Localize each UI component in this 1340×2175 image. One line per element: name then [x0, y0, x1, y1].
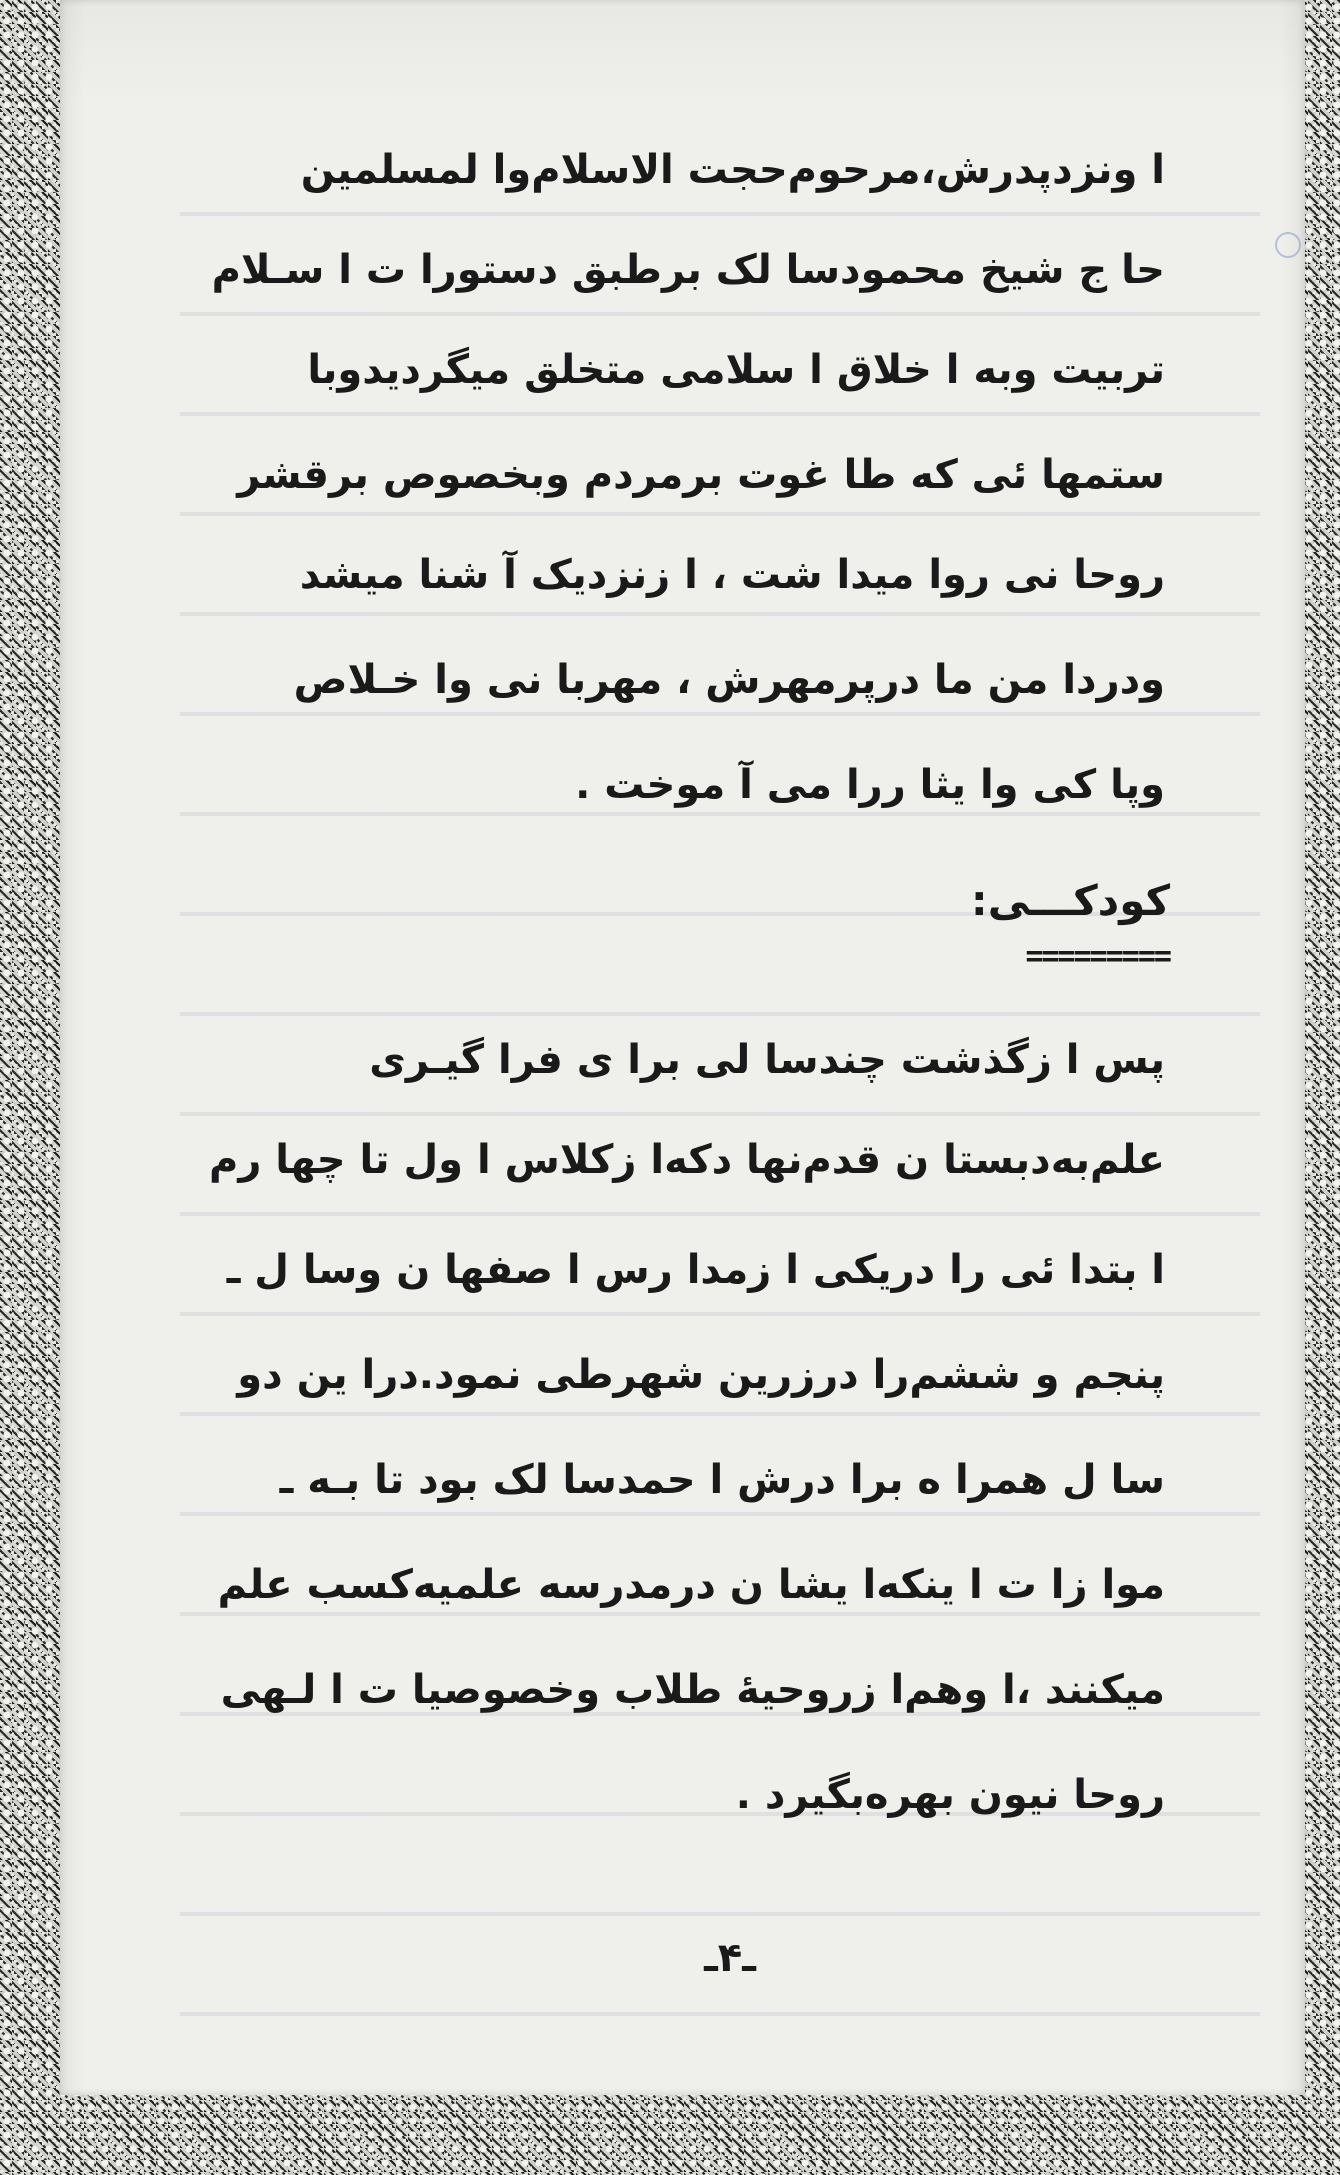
text-line: ودردا من ما درپرمهرش ، مهربا نی وا خـلاص	[293, 657, 1165, 703]
text-line: ا بتدا ئی را دریکی ا زمدا رس ا صفها ن وسا ل ـ	[226, 1247, 1165, 1293]
heading-underline: =========	[1025, 939, 1170, 974]
text-line: علم‌به‌دبستا ن قدم‌نها دکه‌ا زکلاس ا ول تا چها رم	[209, 1137, 1165, 1183]
text-line: موا زا ت ا ینکه‌ا یشا ن درمدرسه علمیه‌کسب علم	[217, 1562, 1165, 1608]
text-line: سا ل همرا ه برا درش ا حمدسا لک بود تا بـه ـ	[279, 1457, 1165, 1503]
page-number: ـ۴ـ	[704, 1935, 756, 1981]
text-line: پنجم و ششم‌را درزرین شهرطی نمود.درا ین دو	[237, 1352, 1165, 1398]
text-line: پس ا زگذشت چندسا لی برا ی فرا گیـری	[369, 1037, 1165, 1083]
text-line: تربیت وبه ا خلاق ا سلامی متخلق میگردیدوبا	[307, 347, 1165, 393]
margin-mark	[1275, 232, 1301, 258]
show-through-text	[180, 147, 1260, 2050]
text-line: روحا نی روا میدا شت ، ا زنزدیک آ شنا میشد	[299, 552, 1165, 598]
text-line: وپا کی وا یثا ررا می آ موخت .	[575, 762, 1165, 808]
text-line: میکنند ،ا وهم‌ا زروحیهٔ طلاب وخصوصیا ت ا لـهی	[220, 1667, 1165, 1713]
document-page	[60, 0, 1305, 2095]
text-line: حا ج شیخ محمودسا لک برطبق دستورا ت ا سـلام	[211, 247, 1165, 293]
text-line: روحا نیون بهره‌بگیرد .	[735, 1772, 1165, 1818]
section-heading: کودکـــی:	[970, 876, 1170, 925]
text-line: ستمها ئی که طا غوت برمردم وبخصوص برقشر	[237, 452, 1165, 498]
text-line: ا ونزدپدرش،مرحوم‌حجت الاسلام‌وا لمسلمین	[300, 147, 1165, 193]
